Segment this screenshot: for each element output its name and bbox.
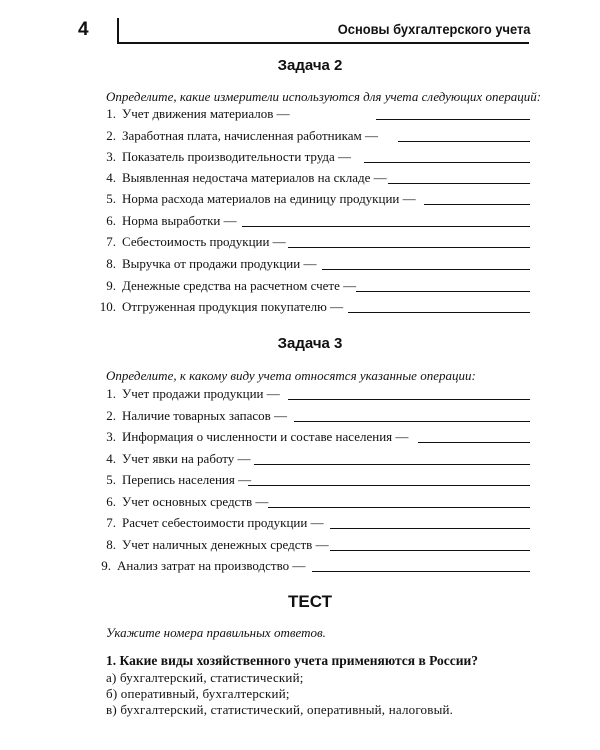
task3-item <box>0 558 600 576</box>
task2-title: Задача 2 <box>277 57 343 74</box>
answer-line[interactable] <box>398 141 530 142</box>
answer-line[interactable] <box>364 162 530 163</box>
item-text: Заработная плата, начисленная работникам — <box>122 128 378 143</box>
item-number: 9. <box>101 558 111 573</box>
task3-item <box>0 537 600 555</box>
task3-item <box>0 451 600 469</box>
task2-item <box>0 106 600 124</box>
answer-line[interactable] <box>248 485 530 486</box>
answer-line[interactable] <box>424 204 530 205</box>
answer-line[interactable] <box>330 528 530 529</box>
item-text: Учет движения материалов — <box>122 106 290 121</box>
item-text: Перепись населения — <box>122 472 252 487</box>
item-text: Анализ затрат на производство — <box>117 558 306 573</box>
item-number: 1. <box>106 386 116 401</box>
item-number: 8. <box>106 537 116 552</box>
item-text: Наличие товарных запасов — <box>122 408 288 423</box>
test-instruction: Укажите номера правильных ответов. <box>106 625 326 640</box>
item-text: Учет явки на работу — <box>122 451 251 466</box>
answer-line[interactable] <box>294 421 530 422</box>
test-title: ТЕСТ <box>288 592 332 611</box>
item-number: 4. <box>106 170 116 185</box>
task3-item <box>0 429 600 447</box>
task3-item <box>0 515 600 533</box>
task3-item <box>0 472 600 490</box>
answer-option[interactable]: в) бухгалтерский, статистический, оперативный, налоговый. <box>106 702 454 717</box>
item-text: Выручка от продажи продукции — <box>122 256 317 271</box>
item-number: 5. <box>106 191 116 206</box>
item-number: 3. <box>106 149 116 164</box>
answer-line[interactable] <box>330 550 530 551</box>
item-number: 6. <box>106 213 116 228</box>
task2-item <box>0 170 600 188</box>
item-number: 3. <box>106 429 116 444</box>
item-number: 10. <box>99 299 116 314</box>
header-rule <box>117 42 529 44</box>
item-number: 8. <box>106 256 116 271</box>
item-text: Выявленная недостача материалов на складе — <box>122 170 387 185</box>
answer-line[interactable] <box>356 291 530 292</box>
item-text: Учет основных средств — <box>122 494 269 509</box>
item-number: 7. <box>106 234 116 249</box>
task3-instruction: Определите, к какому виду учета относятся указанные операции: <box>106 368 476 383</box>
answer-line[interactable] <box>242 226 530 227</box>
item-text: Учет продажи продукции — <box>122 386 280 401</box>
answer-line[interactable] <box>288 399 530 400</box>
item-number: 5. <box>106 472 116 487</box>
task3-item <box>0 408 600 426</box>
item-text: Информация о численности и составе населения — <box>122 429 409 444</box>
task2-item <box>0 278 600 296</box>
page-number: 4 <box>78 19 89 40</box>
answer-line[interactable] <box>348 312 530 313</box>
item-text: Норма выработки — <box>122 213 237 228</box>
answer-option[interactable]: б) оперативный, бухгалтерский; <box>106 686 290 701</box>
answer-line[interactable] <box>388 183 530 184</box>
item-number: 2. <box>106 408 116 423</box>
task3-item <box>0 386 600 404</box>
test-question: 1. Какие виды хозяйственного учета применяются в России? <box>106 653 479 668</box>
item-text: Учет наличных денежных средств — <box>122 537 329 552</box>
answer-line[interactable] <box>418 442 530 443</box>
item-number: 1. <box>106 106 116 121</box>
answer-line[interactable] <box>376 119 530 120</box>
item-text: Норма расхода материалов на единицу продукции — <box>122 191 416 206</box>
task2-item <box>0 299 600 317</box>
task2-item <box>0 149 600 167</box>
item-text: Денежные средства на расчетном счете — <box>122 278 357 293</box>
item-text: Показатель производительности труда — <box>122 149 352 164</box>
item-number: 6. <box>106 494 116 509</box>
answer-line[interactable] <box>312 571 530 572</box>
answer-line[interactable] <box>268 507 530 508</box>
item-number: 7. <box>106 515 116 530</box>
answer-line[interactable] <box>322 269 530 270</box>
item-text: Отгруженная продукция покупателю — <box>122 299 344 314</box>
header-divider <box>117 18 119 44</box>
answer-line[interactable] <box>288 247 530 248</box>
task2-item <box>0 234 600 252</box>
answer-option[interactable]: а) бухгалтерский, статистический; <box>106 670 304 685</box>
task2-item <box>0 256 600 274</box>
answer-line[interactable] <box>254 464 530 465</box>
task2-item <box>0 191 600 209</box>
page-header <box>0 0 600 50</box>
task2-instruction: Определите, какие измерители используются для учета следующих операций: <box>106 89 542 104</box>
item-number: 4. <box>106 451 116 466</box>
task2-item <box>0 128 600 146</box>
task3-item <box>0 494 600 512</box>
item-number: 9. <box>106 278 116 293</box>
item-number: 2. <box>106 128 116 143</box>
task2-item <box>0 213 600 231</box>
item-text: Расчет себестоимости продукции — <box>122 515 324 530</box>
item-text: Себестоимость продукции — <box>122 234 286 249</box>
task3-title: Задача 3 <box>277 335 343 352</box>
running-title: Основы бухгалтерского учета <box>337 21 530 37</box>
